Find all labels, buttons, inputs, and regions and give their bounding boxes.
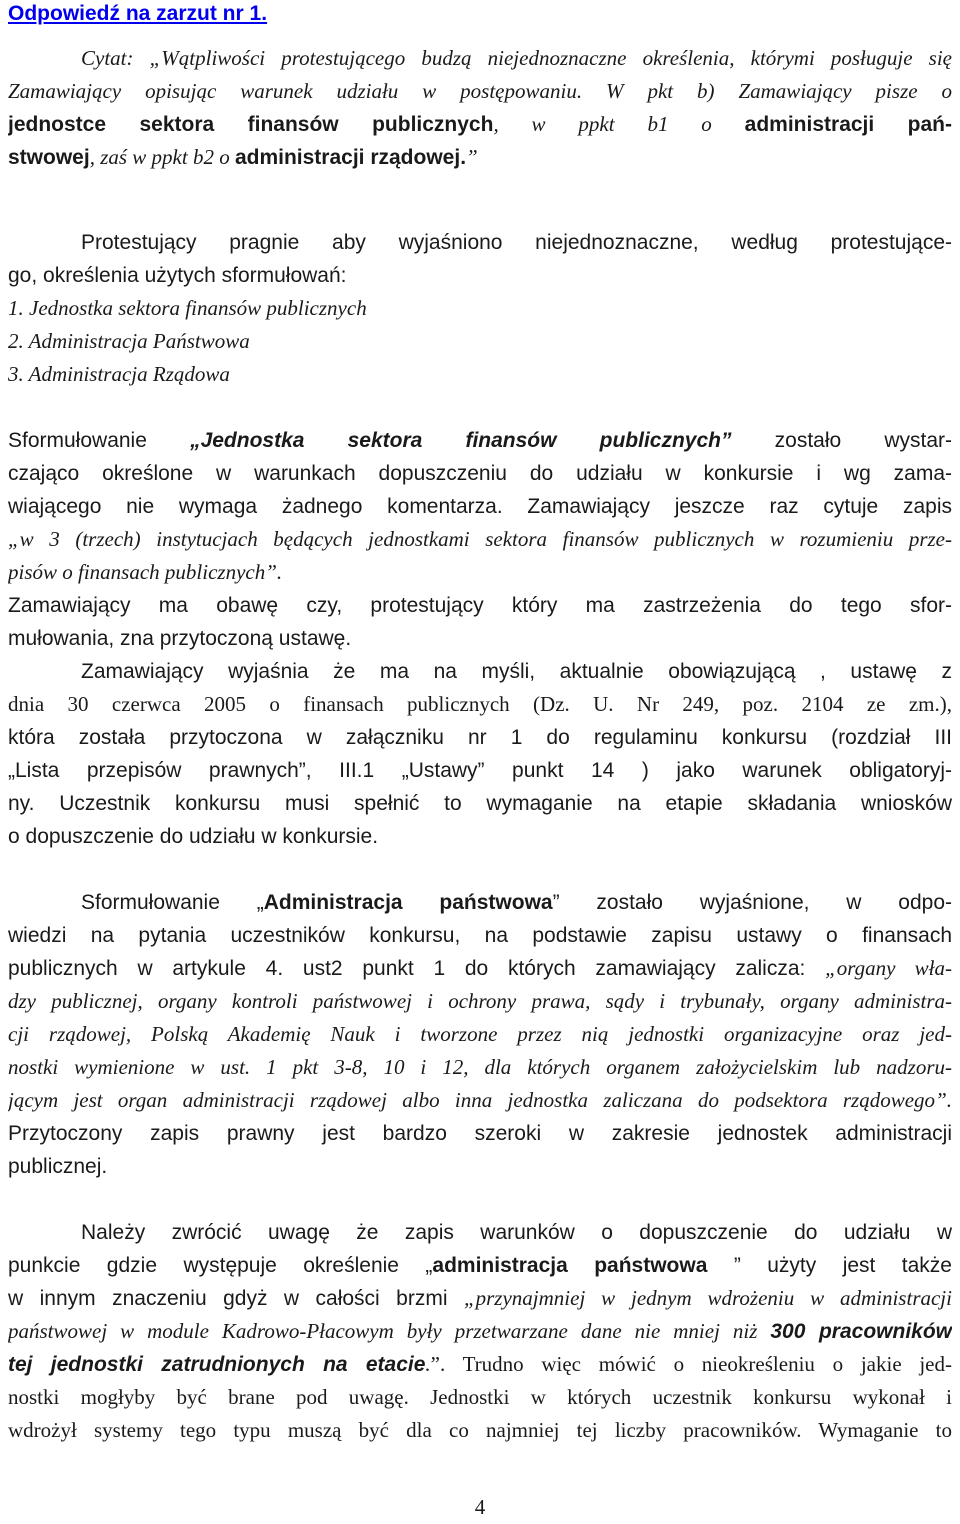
text-run: wiedzi na pytania uczestników konkursu, na podstawie zapisu ustawy o finansach	[8, 924, 952, 947]
text-run: Sformułowanie	[8, 429, 191, 452]
text-run: 2. Administracja Państwowa	[8, 329, 250, 353]
text-run: Zamawiający ma obawę czy, protestujący który ma zastrzeżenia do tego sfor-	[8, 594, 952, 617]
text-run: ny. Uczestnik konkursu musi spełnić to wymaganie na etapie składania wniosków	[8, 792, 952, 815]
text-run: o dopuszczenie do udziału w konkursie.	[8, 825, 379, 848]
text-run: dnia 30 czerwca 2005 o finansach publicznych (Dz. U. Nr 249, poz. 2104 ze zm.),	[8, 692, 952, 716]
text-run: nostki wymienione w ust. 1 pkt 3-8, 10 i 12, dla których organem założycielskim lub nadzoru-	[8, 1055, 952, 1079]
text-run: ”.	[935, 1088, 952, 1112]
text-line	[8, 76, 952, 106]
text-run: cji rządowej, Polską Akademię Nauk i tworzone przez nią jednostki organizacyjne oraz jed-	[8, 1022, 952, 1046]
text-run: która została przytoczona w załączniku nr 1 do regulaminu konkursu (rozdział III	[8, 726, 952, 749]
heading: Odpowiedź na zarzut nr 1.	[8, 2, 268, 25]
text-run: ” użyty jest także	[707, 1254, 952, 1277]
text-line	[8, 524, 952, 554]
text-line	[8, 590, 952, 621]
text-line	[8, 821, 952, 852]
text-run: punkcie gdzie występuje określenie „	[8, 1254, 433, 1277]
text-run: 1. Jednostka sektora finansów publicznych	[8, 296, 367, 320]
page-number: 4	[474, 1495, 486, 1519]
text-line	[8, 1085, 952, 1115]
text-line	[8, 689, 952, 719]
text-line	[8, 359, 952, 389]
text-run: zostało wystar-	[731, 429, 952, 452]
text-run: „w 3 (trzech) instytucjach będących jednostkami sektora finansów publicznych w rozumieniu prze-	[8, 527, 952, 551]
text-run: „Jednostka sektora finansów publicznych”	[190, 429, 732, 452]
text-run: 3. Administracja Rządowa	[8, 362, 230, 386]
text-line	[8, 491, 952, 522]
text-run: wdrożył systemy tego typu muszą być dla co najmniej tej liczby pracowników. Wymaganie to	[8, 1418, 952, 1442]
text-run: czająco określone w warunkach dopuszczeniu do udziału w konkursie i wg zama-	[8, 462, 952, 485]
text-line	[8, 1316, 952, 1347]
text-run: .	[425, 1352, 431, 1376]
text-line	[8, 722, 952, 753]
text-line	[8, 458, 952, 489]
text-line	[8, 1415, 952, 1445]
text-run: , w ppkt b1 o	[493, 112, 745, 136]
text-line	[8, 755, 952, 786]
text-run: , zaś w ppkt b2 o	[89, 145, 235, 169]
text-line	[8, 109, 952, 140]
text-line	[8, 557, 952, 587]
text-run: „Lista przepisów prawnych”, III.1 „Ustawy” punkt 14 ) jako warunek obligatoryj-	[8, 759, 952, 782]
text-run: nostki mogłyby być brane pod uwagę. Jednostki w których uczestnik konkursu wykonał i	[8, 1385, 952, 1409]
text-run: Cytat: „Wątpliwości protestującego budzą niejednoznaczne określenia, którymi posługuje się	[81, 46, 952, 70]
text-line	[8, 425, 952, 456]
text-run: stwowej	[8, 146, 90, 169]
text-run: „organy wła-	[825, 956, 952, 980]
text-line	[8, 1382, 952, 1412]
text-line	[81, 1217, 952, 1248]
text-run: Administracja państwowa	[263, 891, 553, 914]
text-line	[8, 920, 952, 951]
text-run: dzy publicznej, organy kontroli państwowej i ochrony prawa, sądy i trybunały, organy administra-	[8, 989, 952, 1013]
text-run: publicznej.	[8, 1155, 108, 1178]
text-line	[81, 227, 952, 258]
text-line	[8, 1250, 952, 1281]
text-line	[8, 1019, 952, 1049]
text-run: 300 pracowników	[770, 1320, 952, 1343]
text-line	[8, 260, 952, 291]
text-line	[8, 293, 952, 323]
text-line	[8, 1151, 952, 1182]
text-run: administracji rządowej.	[234, 146, 467, 169]
text-run: go, określenia użytych sformułowań:	[8, 264, 347, 287]
text-run: pisów o finansach publicznych”.	[8, 560, 283, 584]
text-run: ”. Trudno więc mówić o nieokreśleniu o jakie jed-	[430, 1352, 952, 1376]
text-line	[8, 953, 952, 984]
text-run: Protestujący pragnie aby wyjaśniono niejednoznaczne, według protestujące-	[81, 231, 952, 254]
text-line	[81, 887, 952, 918]
text-line	[8, 623, 952, 654]
text-line	[8, 142, 952, 173]
text-run: ”	[466, 145, 478, 169]
text-run: publicznych w artykule 4. ust2 punkt 1 do których zamawiający zalicza:	[8, 957, 826, 980]
text-line	[81, 43, 952, 73]
text-run: tej jednostki zatrudnionych na etacie	[8, 1353, 426, 1376]
text-run: jednostce sektora finansów publicznych	[8, 113, 494, 136]
text-run: „przynajmniej w jednym wdrożeniu w administracji	[463, 1286, 952, 1310]
text-run: Sformułowanie „	[81, 891, 264, 914]
text-run: państwowej w module Kadrowo-Płacowym były przetwarzane dane nie mniej niż	[8, 1319, 771, 1343]
text-line	[8, 1349, 952, 1380]
text-run: Przytoczony zapis prawny jest bardzo szeroki w zakresie jednostek administracji	[8, 1122, 952, 1145]
text-line	[81, 656, 952, 687]
text-run: Należy zwrócić uwagę że zapis warunków o dopuszczenie do udziału w	[81, 1221, 952, 1244]
text-run: w innym znaczeniu gdyż w całości brzmi	[8, 1287, 464, 1310]
text-run: wiającego nie wymaga żadnego komentarza. Zamawiający jeszcze raz cytuje zapis	[8, 495, 952, 518]
text-line	[8, 1283, 952, 1314]
text-run: administracja państwowa	[432, 1254, 708, 1277]
text-line	[8, 986, 952, 1016]
text-run: ” zostało wyjaśnione, w odpo-	[552, 891, 952, 914]
text-run: administracji pań-	[744, 113, 952, 136]
text-line	[8, 1052, 952, 1082]
text-run: Zamawiający wyjaśnia że ma na myśli, aktualnie obowiązującą , ustawę z	[81, 660, 952, 683]
text-line	[8, 1118, 952, 1149]
text-line	[8, 326, 952, 356]
text-run: mułowania, zna przytoczoną ustawę.	[8, 627, 352, 650]
text-run: jącym jest organ administracji rządowej albo inna jednostka zaliczana do podsektora rządowego	[8, 1088, 936, 1112]
text-run: Zamawiający opisując warunek udziału w postępowaniu. W pkt b) Zamawiający pisze o	[8, 79, 952, 103]
text-line	[8, 788, 952, 819]
